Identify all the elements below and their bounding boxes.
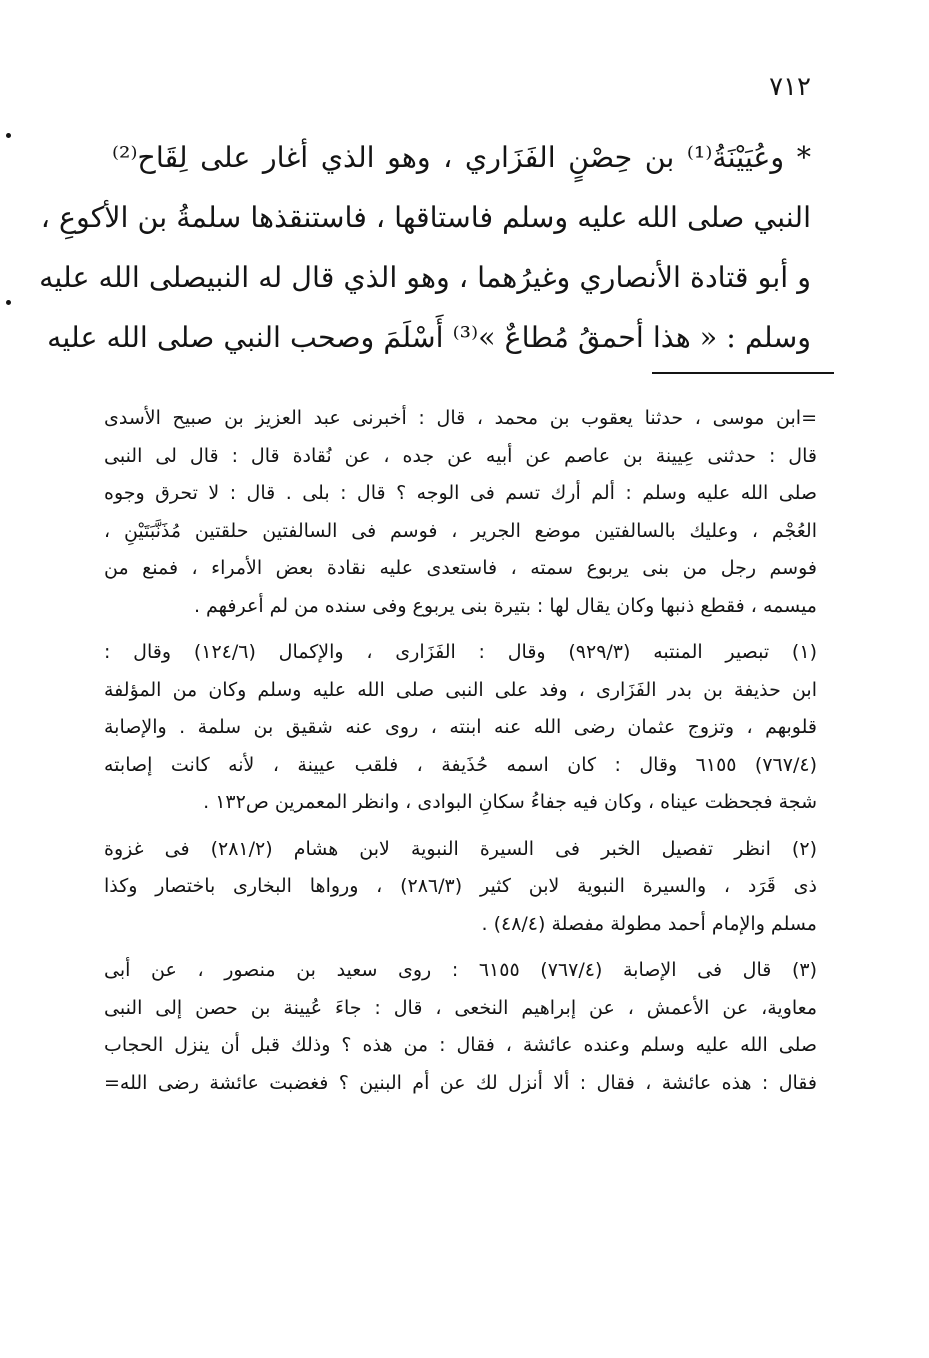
page-number: ٧١٢ — [769, 72, 811, 102]
footnote-1 — [104, 634, 817, 822]
footnote-line: =ابن موسى ، حدثنا يعقوب بن محمد ، قال : أخبرنى عبد العزيز بن صبيح الأسدى — [104, 407, 817, 429]
footnote-line: مسلم والإمام أحمد مطولة مفصلة (٤٨/٤) . — [481, 912, 817, 935]
main-text-line: النبي صلى الله عليه وسلم فاستاقها ، فاستنقذها سلمةُ بن الأكوعِ ، — [40, 201, 811, 234]
footnote-line: (٣) قال فى الإصابة (٧٦٧/٤) ٦١٥٥ : روى سعيد بن منصور ، عن أبى — [104, 959, 818, 981]
scan-mark — [6, 133, 11, 138]
scan-mark — [6, 300, 11, 305]
footnote-2 — [104, 831, 817, 944]
main-text — [39, 128, 811, 368]
footnote-line: قلوبهم ، وتزوج عثمان رضى الله عنه ابنته ، روى عنه شقيق بن سلمة . والإصابة — [104, 716, 817, 738]
footnote-line: ابن حذيفة بن بدر الفَزَارى ، وفد على النبى صلى الله عليه وسلم وكان من المؤلفة — [104, 678, 817, 701]
footnote-line: العُجْم ، وعليك بالسالفتين موضع الجرير ، فوسم فى السالفتين حلقتين مُذَنَّبَتَيْنِ ، — [104, 519, 817, 542]
footnote-line: صلى الله عليه وسلم وعنده عائشة ، فقال : من هذه ؟ وذلك قبل أن ينزل الحجاب — [104, 1034, 817, 1056]
footnote-line: فقال : هذه عائشة ، فقال : ألا أنزل لك عن أم البنين ؟ فغضبت عائشة رضى الله= — [104, 1071, 817, 1094]
footnote-line: صلى الله عليه وسلم : ألم أرك تسم فى الوجه ؟ قال : بلى . قال : لا تحرق وجوه — [104, 482, 817, 504]
main-text-line: * وعُيَيْنَةُ⁽¹⁾ بن حِصْنٍ الفَزَاري ، وهو الذي أغار على لِقَاح⁽²⁾ — [112, 141, 811, 174]
footnote-line: (١) تبصير المنتبه (٩٢٩/٣) وقال : الفَزَارى ، والإكمال (١٢٤/٦) وقال : — [104, 641, 817, 663]
footnote-separator — [652, 372, 834, 374]
main-text-line: و أبو قتادة الأنصاري وغيرُهما ، وهو الذي قال له النبيصلى الله عليه — [39, 261, 811, 294]
footnote-line: شجة فجحظت عيناه ، وكان فيه جفاءُ سكانِ البوادى ، وانظر المعمرين ص١٣٢ . — [203, 791, 817, 813]
main-text-line: وسلم : « هذا أحمقُ مُطاعٌ »⁽³⁾ أَسْلَمَ وصحب النبي صلى الله عليه — [47, 321, 811, 354]
footnote-line: قال : حدثنى عِيينة بن عاصم عن أبيه عن جده ، عن نُقادة قال : قال لى النبى — [104, 444, 817, 467]
footnote-line: ميسمه ، فقطع ذنبها وكان يقال لها : بتيرة بنى يربوع وفى سنده من لم أعرفهم . — [193, 594, 817, 617]
footnote-line: فوسم رجل من بنى يربوع سمته ، فاستعدى عليه نقادة بعض الأمراء ، فمنع من — [104, 557, 817, 579]
footnote-line: (٧٦٧/٤) ٦١٥٥ وقال : كان اسمه حُذَيفة ، فلقب عيينة ، لأنه كانت إصابته — [104, 753, 817, 776]
footnote-line: ذى قَرَد ، والسيرة النبوية لابن كثير (٢٨٦/٣) ، ورواها البخارى باختصار وكذا — [104, 875, 817, 897]
footnote-line: معاوية، عن الأعمش ، عن إبراهيم النخعى ، قال : جاءَ عُيينة بن حصن إلى النبى — [104, 996, 817, 1019]
footnotes — [104, 400, 817, 1102]
footnote-line: (٢) انظر تفصيل الخبر فى السيرة النبوية لابن هشام (٢٨١/٢) فى غزوة — [104, 837, 817, 860]
footnote-3 — [104, 952, 817, 1102]
footnote-continuation — [104, 400, 817, 625]
